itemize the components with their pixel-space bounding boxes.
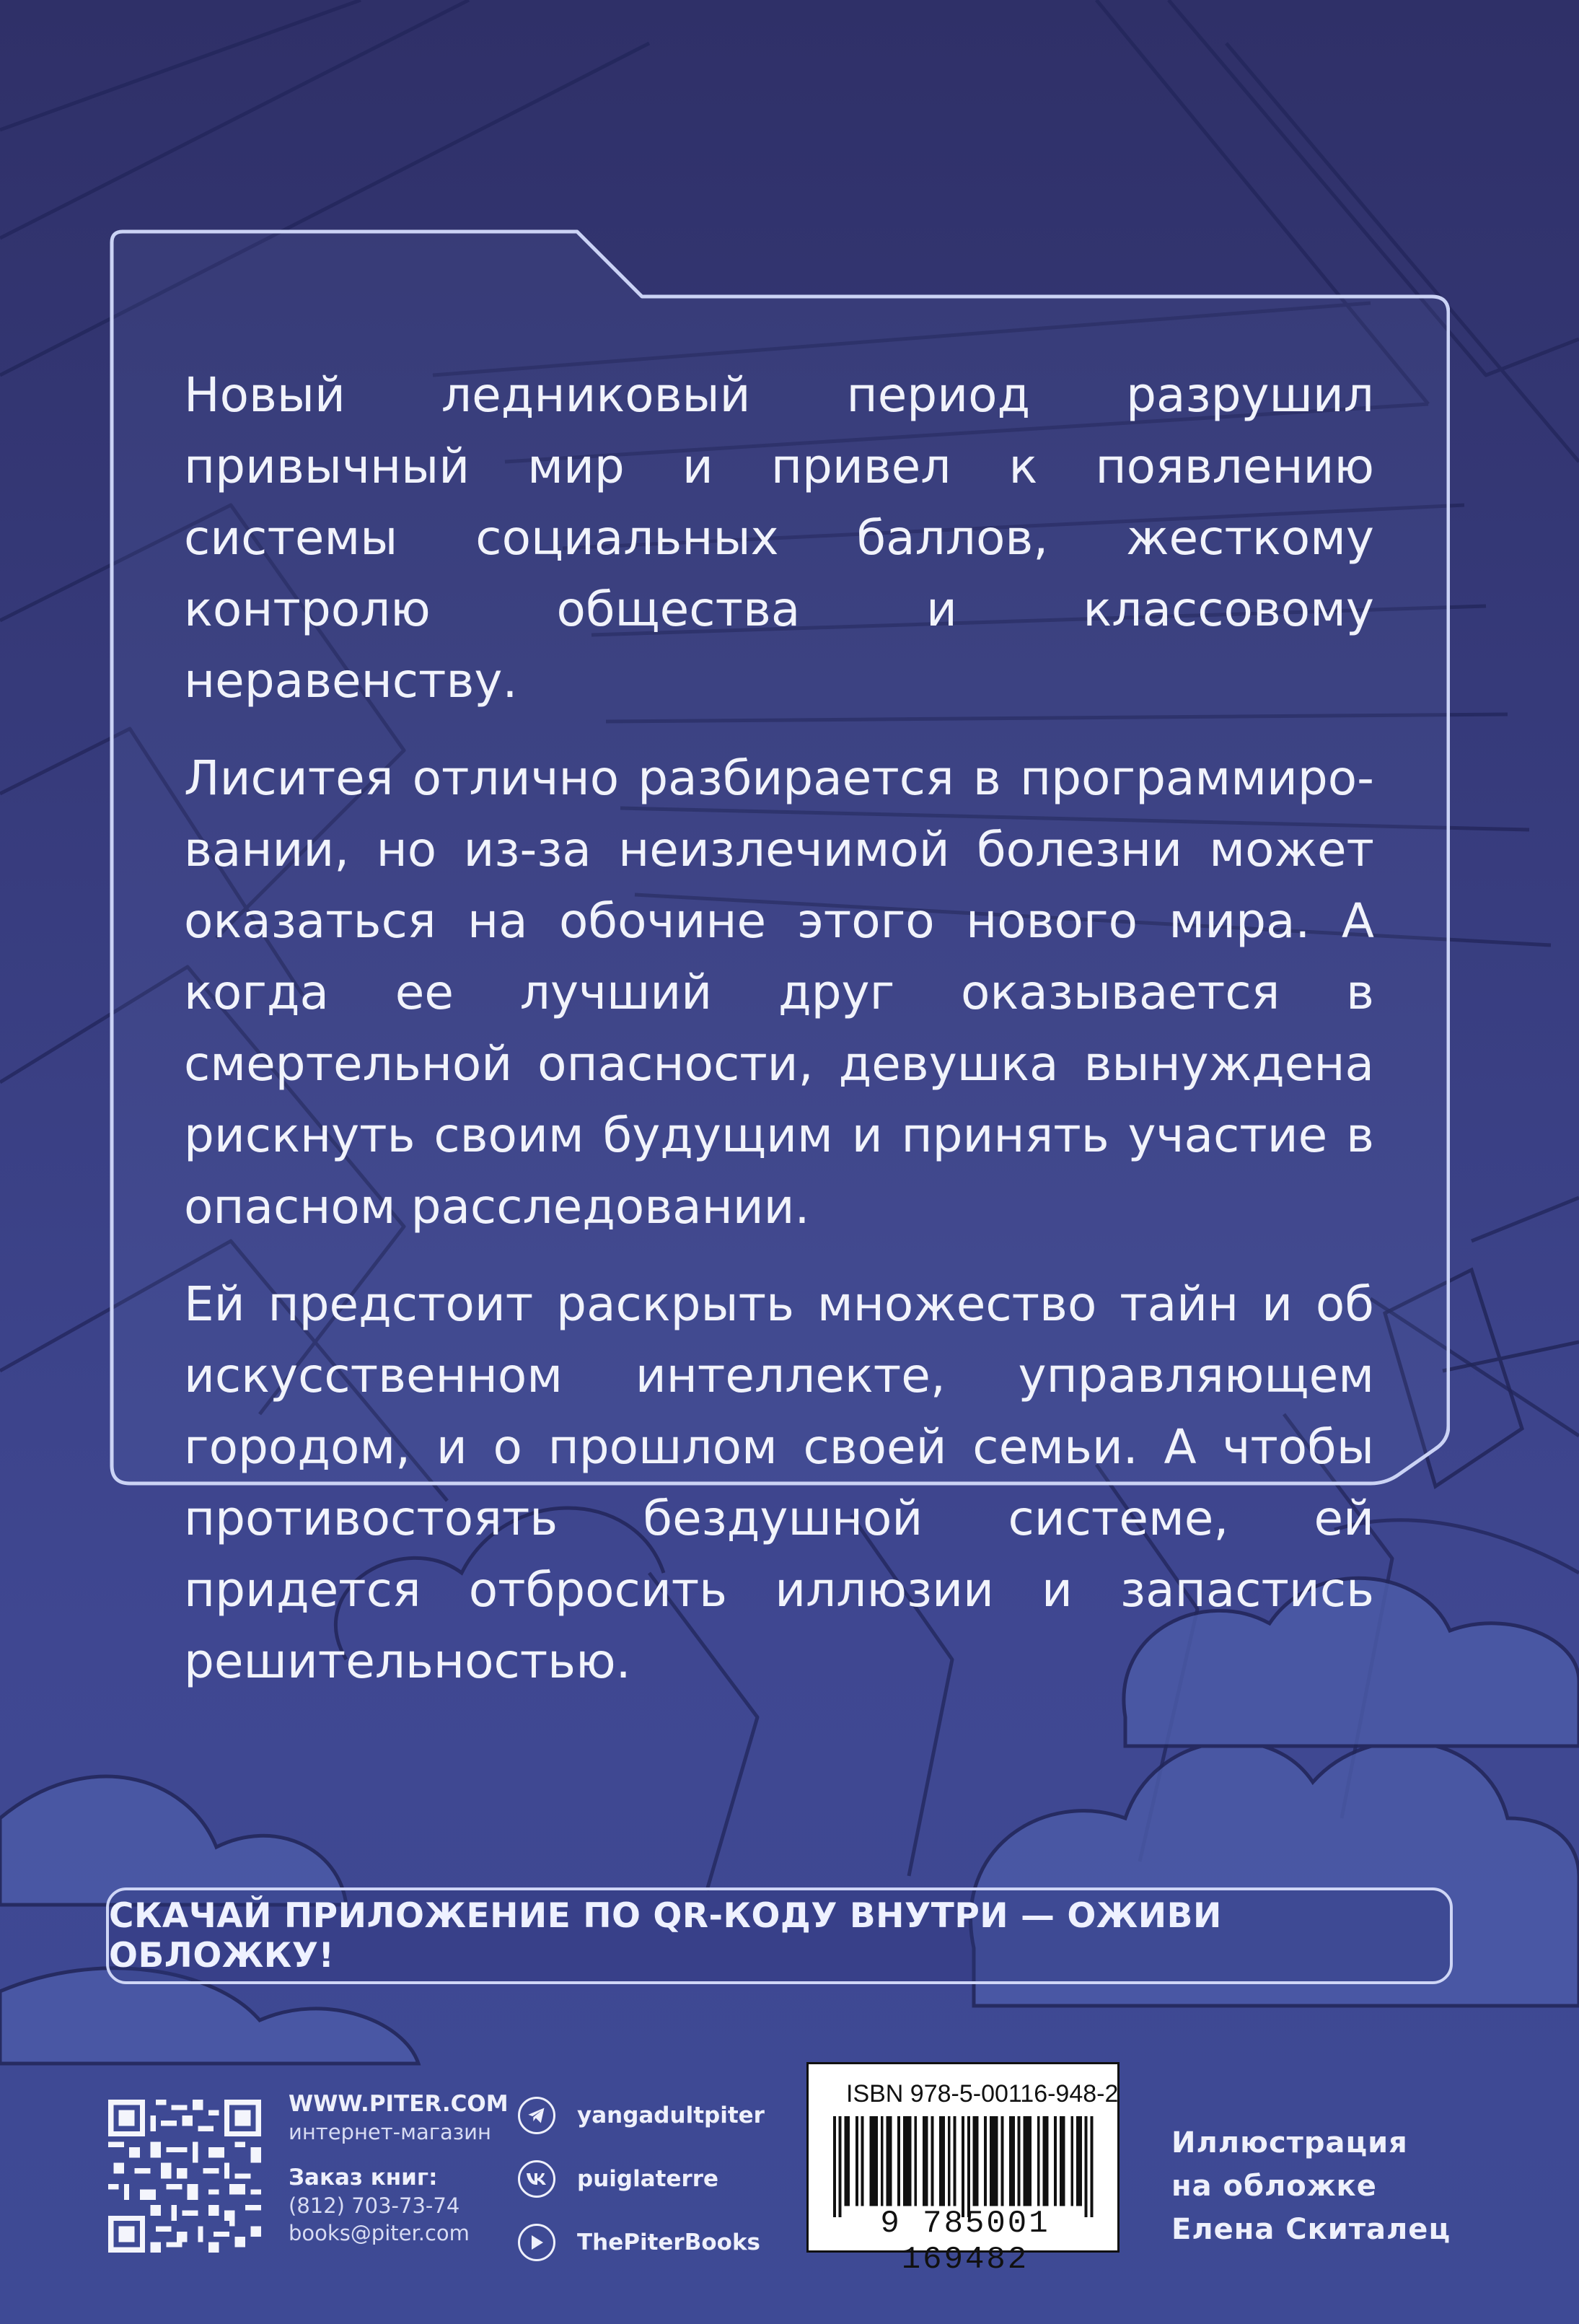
barcode-digits: 9 785001 169482 <box>880 2206 1050 2278</box>
blurb-text <box>184 359 1374 1723</box>
order-email: books@piter.com <box>289 2221 470 2245</box>
youtube-play-icon <box>518 2224 555 2261</box>
isbn-number: ISBN 978-5-00116-948-2 <box>846 2080 1119 2108</box>
publisher-website-caption: интернет-магазин <box>289 2120 491 2144</box>
illustration-credit <box>1171 2121 1451 2251</box>
app-promo-text: СКАЧАЙ ПРИЛОЖЕНИЕ ПО QR-КОДУ ВНУТРИ — ОЖИВИ ОБЛОЖКУ! <box>109 1896 1222 1976</box>
social-links <box>518 2084 765 2274</box>
credit-illustrator: Елена Скиталец <box>1171 2213 1451 2246</box>
publisher-website: WWW.PITER.COM <box>289 2091 509 2117</box>
social-item-vk <box>518 2147 765 2211</box>
credit-line: на обложке <box>1171 2170 1377 2203</box>
social-handle: yangadultpiter <box>577 2102 765 2128</box>
isbn-barcode-block <box>806 2062 1120 2278</box>
app-promo-banner <box>106 1887 1453 1984</box>
qr-code <box>108 2100 261 2253</box>
order-phone: (812) 703-73-74 <box>289 2193 460 2218</box>
blurb-paragraph: Новый ледниковый период разрушил привычный мир и привел к появлению системы социальных баллов, жесткому контролю общества и классовому неравенству. <box>184 367 1374 709</box>
blurb-paragraph: Лиситея отлично разбирается в программировании, но из-за неизлечимой болезни может оказаться на обочине этого нового мира. А когда ее лучший друг оказывается в смертельной опасности, девушка вынуждена рискнуть своим будущим и принять участие в опасном расследовании. <box>184 750 1374 1235</box>
social-item-youtube <box>518 2211 765 2274</box>
social-handle: ThePiterBooks <box>577 2229 761 2255</box>
telegram-icon <box>518 2097 555 2134</box>
order-label: Заказ книг: <box>289 2165 438 2191</box>
vk-icon <box>518 2160 555 2198</box>
credit-line: Иллюстрация <box>1171 2126 1408 2159</box>
blurb-paragraph: Ей предстоит раскрыть множество тайн и об искусственном интеллекте, управляющем городом, и о прошлом своей семьи. А чтобы противостоять бездушной системе, ей придется отбросить иллюзии и запастись решительностью. <box>184 1276 1374 1689</box>
barcode <box>833 2116 1099 2217</box>
social-handle: puiglaterre <box>577 2166 719 2192</box>
social-item-telegram <box>518 2084 765 2147</box>
publisher-contacts <box>289 2090 509 2247</box>
